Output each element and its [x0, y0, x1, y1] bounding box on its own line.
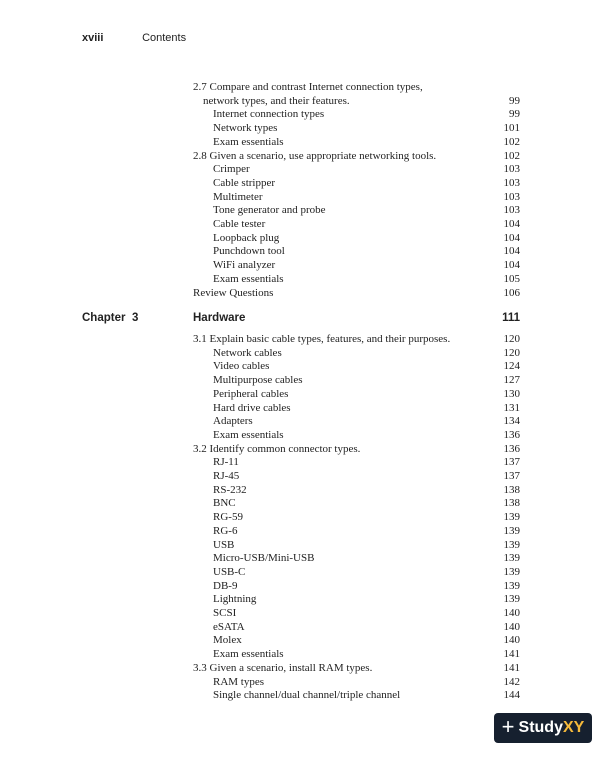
toc-entry-page: 139: [503, 593, 520, 606]
toc-entry-title: Tone generator and probe: [213, 204, 326, 217]
toc-entry-page: 101: [503, 122, 520, 135]
toc-entry: [193, 333, 520, 347]
chapter-page: 111: [502, 312, 520, 324]
toc-subentry: [193, 204, 520, 218]
toc-entry-title: 2.7 Compare and contrast Internet connection types,: [193, 81, 423, 93]
toc-subentry: [193, 470, 520, 484]
toc-entry-title: RAM types: [213, 675, 265, 688]
toc-entry-title: Exam essentials: [213, 272, 284, 285]
toc-entry-title: Review Questions: [193, 286, 274, 299]
chapter-number: 3: [132, 312, 139, 324]
toc-entry-title: 2.8 Given a scenario, use appropriate networking tools.: [193, 149, 437, 162]
toc-entry-title: RG-6: [213, 524, 238, 537]
toc-entry-page: 138: [503, 497, 520, 510]
toc-entry-title: RG-59: [213, 511, 243, 524]
toc-subentry: [193, 232, 520, 246]
toc-subentry: [193, 676, 520, 690]
toc-subentry: [193, 511, 520, 525]
chapter-label: Chapter: [82, 312, 126, 324]
toc-entry: [193, 81, 520, 95]
toc-entry-page: 141: [503, 661, 520, 674]
toc-entry: [193, 443, 520, 457]
toc-entry-page: 142: [503, 675, 520, 688]
toc-entry-page: 103: [503, 163, 520, 176]
toc-entry-page: 104: [503, 231, 520, 244]
toc-entry-page: 99: [509, 94, 520, 107]
toc-subentry: [193, 374, 520, 388]
toc-subentry: [193, 136, 520, 150]
toc-entry-title: Exam essentials: [213, 648, 284, 661]
toc-entry-page: 131: [503, 401, 520, 414]
toc-entry-title: Network cables: [213, 346, 282, 359]
page-number: xviii: [82, 32, 104, 44]
toc-entry-title: Multipurpose cables: [213, 374, 303, 387]
toc-entry-page: 120: [503, 346, 520, 359]
plus-icon: +: [501, 714, 515, 739]
toc-subentry: [193, 456, 520, 470]
toc-entry-page: 102: [503, 135, 520, 148]
toc-entry-title: 3.2 Identify common connector types.: [193, 442, 361, 455]
toc-entry-title: Network types: [213, 122, 278, 135]
toc-entry-page: 127: [503, 374, 520, 387]
toc-entry-title: Molex: [213, 634, 242, 647]
toc-subentry: [193, 245, 520, 259]
toc-subentry: [193, 607, 520, 621]
toc-subentry: [193, 566, 520, 580]
toc-entry-page: 104: [503, 218, 520, 231]
toc-entry-page: 140: [503, 607, 520, 620]
toc-entry-page: 134: [503, 415, 520, 428]
toc-entry-title: Lightning: [213, 593, 257, 606]
toc-entry-title: Hard drive cables: [213, 401, 291, 414]
toc-entry-title: Video cables: [213, 360, 270, 373]
toc-entry-title: Internet connection types: [213, 108, 325, 121]
toc-subentry: [193, 191, 520, 205]
toc-entry: [193, 662, 520, 676]
toc-entry-page: 103: [503, 204, 520, 217]
watermark-text: StudyXY: [518, 719, 585, 736]
toc-subentry: [193, 122, 520, 136]
toc-subentry: [193, 580, 520, 594]
toc-subentry: [193, 388, 520, 402]
toc-subentry: [193, 593, 520, 607]
toc-entry-title: Multimeter: [213, 190, 263, 203]
toc-entry-page: 103: [503, 190, 520, 203]
toc-entry-title: DB-9: [213, 579, 238, 592]
toc-entry-page: 105: [503, 272, 520, 285]
toc-entry-title: USB: [213, 538, 235, 551]
toc-entry-title: RJ-45: [213, 470, 240, 483]
toc-subentry: [193, 552, 520, 566]
toc-entry-title: Cable stripper: [213, 176, 276, 189]
toc-entry-title: Peripheral cables: [213, 387, 289, 400]
toc-entry-title: SCSI: [213, 607, 237, 620]
toc-entry-page: 104: [503, 245, 520, 258]
toc-subentry: [193, 484, 520, 498]
toc-entry-page: 140: [503, 620, 520, 633]
toc-subentry: [193, 177, 520, 191]
toc-entry-page: 136: [503, 442, 520, 455]
toc-entry-page: 137: [503, 470, 520, 483]
chapter-title: Hardware: [193, 312, 246, 324]
toc-entry-page: 99: [509, 108, 520, 121]
toc-entry-title: Exam essentials: [213, 135, 284, 148]
toc-subentry: [193, 429, 520, 443]
toc-subentry: [193, 689, 520, 703]
toc-entry-title: network types, and their features.: [203, 94, 350, 107]
toc-entry-page: 141: [503, 648, 520, 661]
toc-entry-page: 106: [503, 286, 520, 299]
toc-entry-title: Single channel/dual channel/triple channel: [213, 689, 401, 702]
toc-subentry: [193, 634, 520, 648]
running-head: [82, 32, 186, 44]
toc-entry-page: 139: [503, 538, 520, 551]
toc-entry-page: 136: [503, 428, 520, 441]
toc-section-chapter-2: [193, 81, 520, 300]
toc-entry-title: 3.1 Explain basic cable types, features, and their purposes.: [193, 333, 451, 345]
toc-entry-page: 130: [503, 387, 520, 400]
toc-entry-title: RJ-11: [213, 456, 239, 469]
toc-subentry: [193, 621, 520, 635]
toc-entry-title: Crimper: [213, 163, 250, 176]
toc-entry: [193, 95, 520, 109]
toc-entry-title: Punchdown tool: [213, 245, 285, 258]
toc-entry-page: 138: [503, 483, 520, 496]
toc-subentry: [193, 163, 520, 177]
running-head-title: Contents: [142, 32, 187, 44]
toc-entry-page: 140: [503, 634, 520, 647]
toc-subentry: [193, 273, 520, 287]
toc-entry-title: Cable tester: [213, 218, 266, 231]
toc-entry-title: 3.3 Given a scenario, install RAM types.: [193, 661, 373, 674]
toc-entry-page: 102: [503, 149, 520, 162]
toc-subentry: [193, 497, 520, 511]
toc-entry-title: Micro-USB/Mini-USB: [213, 552, 315, 565]
toc-entry-page: 139: [503, 524, 520, 537]
toc-entry-title: WiFi analyzer: [213, 259, 276, 272]
toc-subentry: [193, 415, 520, 429]
toc-entry-page: 104: [503, 259, 520, 272]
toc-entry-title: eSATA: [213, 620, 245, 633]
toc-entry-page: 139: [503, 579, 520, 592]
toc-entry: [193, 287, 520, 301]
toc-entry-title: BNC: [213, 497, 236, 510]
toc-entry-page: 144: [503, 689, 520, 702]
toc-subentry: [193, 360, 520, 374]
toc-entry-title: USB-C: [213, 565, 246, 578]
toc-subentry: [193, 648, 520, 662]
toc-entry-title: Adapters: [213, 415, 253, 428]
toc-subentry: [193, 259, 520, 273]
toc-subentry: [193, 218, 520, 232]
toc-entry-page: 124: [503, 360, 520, 373]
toc-entry-page: 139: [503, 552, 520, 565]
toc-entry-page: 120: [503, 333, 520, 345]
toc-subentry: [193, 402, 520, 416]
toc-subentry: [193, 525, 520, 539]
toc-entry-page: 139: [503, 565, 520, 578]
toc-entry: [193, 150, 520, 164]
toc-section-chapter-3: [193, 333, 520, 703]
toc-entry-page: 103: [503, 176, 520, 189]
toc-entry-title: Loopback plug: [213, 231, 280, 244]
toc-entry-page: 139: [503, 511, 520, 524]
toc-subentry: [193, 108, 520, 122]
studyxy-watermark: [494, 713, 592, 743]
toc-entry-page: 137: [503, 456, 520, 469]
toc-subentry: [193, 347, 520, 361]
toc-subentry: [193, 539, 520, 553]
toc-entry-title: Exam essentials: [213, 428, 284, 441]
toc-entry-title: RS-232: [213, 483, 247, 496]
